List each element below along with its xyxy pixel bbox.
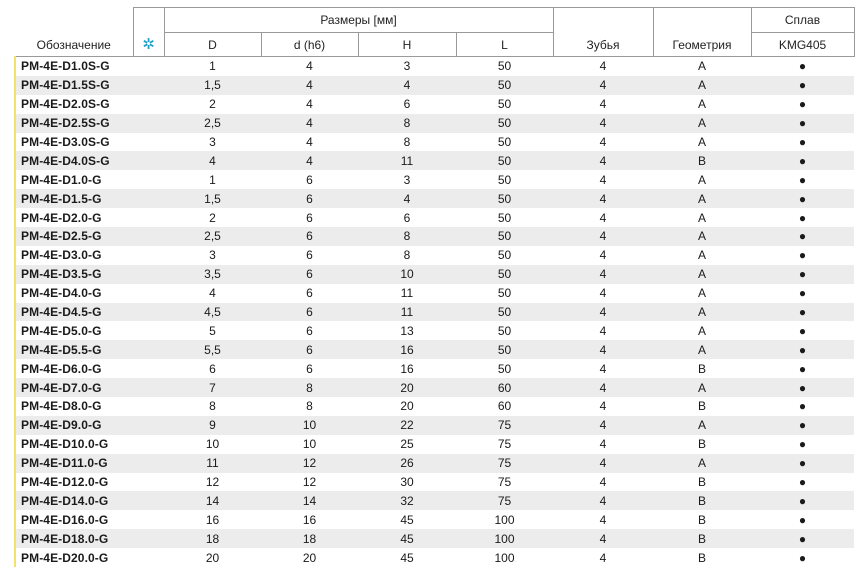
cell-d: 6 [306,361,313,376]
cell-geo: B [697,512,706,527]
cell-d: 10 [302,437,317,452]
cell-alloy: ● [798,248,807,263]
cell-icon-blank [133,510,164,529]
cell-geo: A [697,248,706,263]
cell-D: 18 [164,529,261,548]
cell-alloy: ● [751,340,854,359]
table-row [15,529,854,548]
cell-icon-blank [133,133,164,152]
cell-L: 50 [497,361,512,376]
table-row [15,76,854,95]
cell-z: 4 [599,97,607,112]
cell-H: 11 [358,151,456,170]
cell-designation: PM-4E-D3.0-G [15,246,133,265]
cell-alloy: ● [798,323,807,338]
table-row [15,378,854,397]
cell-d: 16 [302,512,317,527]
cell-icon-blank [133,170,164,189]
cell-d: 8 [261,378,358,397]
cell-H: 45 [400,550,414,565]
cell-H: 16 [358,340,456,359]
cell-D: 4,5 [164,303,261,322]
cell-d: 4 [261,114,358,133]
table-row [15,133,854,152]
cell-alloy: ● [798,361,807,376]
cell-D: 3,5 [164,265,261,284]
cell-D: 1 [209,172,216,187]
cell-alloy: ● [751,189,854,208]
cell-H: 32 [358,491,456,510]
cell-D: 1 [209,59,216,74]
cell-L: 75 [497,475,512,490]
cell-H: 4 [358,189,456,208]
cell-z: 4 [553,454,653,473]
cell-D: 1,5 [164,76,261,95]
table-row [15,473,854,492]
cell-d: 14 [261,491,358,510]
cell-d: 6 [306,248,313,263]
cell-d: 6 [306,210,313,225]
cell-icon-blank [133,416,164,435]
cell-z: 4 [553,151,653,170]
cell-alloy: ● [798,512,807,527]
cell-L: 75 [456,454,553,473]
header-designation: Обозначение [15,8,133,57]
table-row [15,265,854,284]
cell-L: 75 [456,491,553,510]
cell-designation: PM-4E-D8.0-G [15,397,133,416]
cell-z: 4 [599,286,607,301]
cell-z: 4 [599,475,607,490]
cell-H: 16 [400,361,414,376]
cell-H: 45 [358,529,456,548]
cell-D: 20 [205,550,220,565]
cell-z: 4 [599,59,607,74]
cell-D: 14 [164,491,261,510]
cell-H: 6 [403,210,411,225]
cell-z: 4 [599,437,607,452]
cell-geo: B [697,399,706,414]
cell-geo: A [653,416,751,435]
cell-z: 4 [599,399,607,414]
cell-designation: PM-4E-D1.5S-G [15,76,133,95]
cell-alloy: ● [751,529,854,548]
cell-D: 5,5 [164,340,261,359]
table-row [15,454,854,473]
cell-d: 4 [306,135,313,149]
cell-designation: PM-4E-D5.5-G [15,340,133,359]
cell-alloy: ● [798,550,807,565]
cell-designation: PM-4E-D5.0-G [15,321,133,340]
cell-icon-blank [133,378,164,397]
cell-z: 4 [553,303,653,322]
table-row [15,321,854,340]
cell-geo: A [653,378,751,397]
cell-alloy: ● [798,59,807,74]
cell-L: 75 [456,416,553,435]
cell-z: 4 [553,416,653,435]
cell-L: 50 [456,76,553,95]
table-row [15,359,854,378]
cell-alloy: ● [798,399,807,414]
cell-geo: A [653,76,751,95]
cell-alloy: ● [751,265,854,284]
cell-D: 10 [205,437,220,452]
cell-L: 60 [456,378,553,397]
cell-H: 8 [358,227,456,246]
cell-geo: A [653,340,751,359]
snowflake-icon: ✲ [133,8,164,57]
cell-geo: B [653,491,751,510]
cell-designation: PM-4E-D2.5-G [15,227,133,246]
cell-d: 6 [306,286,313,301]
table-row [15,170,854,189]
cell-icon-blank [133,359,164,378]
cell-L: 50 [497,248,512,263]
spec-table-container [14,7,853,567]
cell-icon-blank [133,340,164,359]
cell-designation: PM-4E-D4.5-G [15,303,133,322]
cell-d: 6 [261,340,358,359]
cell-alloy: ● [751,416,854,435]
cell-D: 16 [205,512,220,527]
cell-alloy: ● [798,97,807,112]
cell-L: 50 [497,323,512,338]
cell-D: 7 [164,378,261,397]
cell-z: 4 [553,114,653,133]
cell-alloy: ● [751,151,854,170]
cell-H: 8 [403,248,411,263]
cell-icon-blank [133,303,164,322]
header-alloy: KMG405 [751,33,854,57]
table-row [15,397,854,416]
cell-D: 2 [209,97,216,112]
cell-geo: A [697,135,706,149]
cell-H: 3 [403,59,411,74]
cell-designation: PM-4E-D3.0S-G [15,133,133,152]
cell-icon-blank [133,208,164,227]
cell-z: 4 [599,361,607,376]
cell-d: 8 [306,399,313,414]
cell-L: 50 [497,210,512,225]
cell-D: 4 [164,151,261,170]
cell-d: 10 [261,416,358,435]
cell-H: 22 [358,416,456,435]
cell-icon-blank [133,227,164,246]
cell-D: 4 [209,286,216,301]
cell-designation: PM-4E-D18.0-G [15,529,133,548]
cell-L: 75 [497,437,512,452]
cell-geo: A [653,227,751,246]
table-row [15,435,854,454]
cell-designation: PM-4E-D7.0-G [15,378,133,397]
cell-D: 8 [209,399,216,414]
cell-alloy: ● [751,76,854,95]
table-row [15,510,854,529]
cell-D: 3 [209,135,216,149]
cell-L: 50 [497,135,512,149]
cell-geo: A [697,59,706,74]
cell-D: 11 [164,454,261,473]
cell-L: 50 [497,286,512,301]
table-row [15,246,854,265]
cell-H: 45 [400,512,414,527]
cell-icon-blank [133,321,164,340]
cell-z: 4 [599,512,607,527]
cell-d: 4 [261,76,358,95]
cell-L: 50 [456,189,553,208]
cell-icon-blank [133,151,164,170]
cell-alloy: ● [798,437,807,452]
table-row [15,189,854,208]
cell-icon-blank [133,284,164,303]
header-H: H [358,33,456,57]
table-row [15,208,854,227]
cell-icon-blank [133,246,164,265]
table-row [15,284,854,303]
cell-H: 30 [400,475,414,490]
cell-d: 4 [261,151,358,170]
cell-icon-blank [133,189,164,208]
cell-geo: A [697,172,706,187]
cell-H: 11 [400,286,414,301]
cell-icon-blank [133,435,164,454]
spec-table [14,7,855,567]
cell-z: 4 [553,189,653,208]
table-row [15,548,854,567]
cell-alloy: ● [798,172,807,187]
table-row [15,491,854,510]
cell-H: 25 [400,437,414,452]
cell-designation: PM-4E-D11.0-G [15,454,133,473]
cell-L: 100 [456,529,553,548]
cell-icon-blank [133,397,164,416]
cell-d: 6 [306,172,313,187]
cell-designation: PM-4E-D4.0S-G [15,151,133,170]
cell-geo: B [697,550,706,565]
table-row [15,114,854,133]
cell-geo: A [653,454,751,473]
cell-H: 26 [358,454,456,473]
cell-L: 50 [456,227,553,246]
cell-geo: B [653,529,751,548]
cell-D: 2,5 [164,114,261,133]
cell-L: 50 [497,59,512,74]
cell-alloy: ● [751,491,854,510]
cell-geo: A [697,97,706,112]
cell-z: 4 [553,491,653,510]
cell-geo: A [697,286,706,301]
header-alloy-group: Сплав [751,8,854,33]
cell-L: 100 [494,550,515,565]
cell-L: 50 [456,303,553,322]
cell-d: 18 [261,529,358,548]
cell-H: 8 [403,135,411,149]
cell-H: 13 [400,323,414,338]
cell-geo: B [697,437,706,452]
cell-icon-blank [133,529,164,548]
cell-icon-blank [133,473,164,492]
cell-geo: A [697,323,706,338]
cell-geo: B [653,151,751,170]
cell-designation: PM-4E-D2.5S-G [15,114,133,133]
cell-L: 50 [497,97,512,112]
cell-designation: PM-4E-D12.0-G [15,473,133,492]
cell-designation: PM-4E-D10.0-G [15,435,133,454]
cell-z: 4 [599,550,607,565]
cell-z: 4 [599,135,607,149]
cell-alloy: ● [751,303,854,322]
cell-designation: PM-4E-D2.0-G [15,208,133,227]
cell-geo: B [697,475,706,490]
cell-icon-blank [133,265,164,284]
table-body [15,57,854,568]
cell-alloy: ● [751,454,854,473]
cell-geo: A [653,265,751,284]
cell-icon-blank [133,491,164,510]
cell-H: 10 [358,265,456,284]
cell-L: 50 [497,172,512,187]
cell-geo: A [653,303,751,322]
cell-H: 3 [403,172,411,187]
header-dimensions-group: Размеры [мм] [164,8,553,33]
cell-d: 12 [302,475,317,490]
cell-H: 4 [358,76,456,95]
cell-alloy: ● [798,475,807,490]
cell-alloy: ● [751,114,854,133]
header-teeth: Зубья [553,8,653,57]
cell-alloy: ● [798,135,807,149]
cell-z: 4 [553,227,653,246]
cell-H: 6 [403,97,411,112]
cell-designation: PM-4E-D3.5-G [15,265,133,284]
cell-d: 6 [261,227,358,246]
cell-z: 4 [599,172,607,187]
cell-z: 4 [553,76,653,95]
cell-d: 6 [261,265,358,284]
cell-alloy: ● [751,227,854,246]
cell-H: 11 [358,303,456,322]
cell-icon-blank [133,76,164,95]
cell-H: 8 [358,114,456,133]
cell-D: 6 [209,361,216,376]
cell-designation: PM-4E-D20.0-G [15,548,133,567]
cell-designation: PM-4E-D9.0-G [15,416,133,435]
cell-geo: A [653,189,751,208]
cell-geo: B [697,361,706,376]
cell-designation: PM-4E-D1.0-G [15,170,133,189]
cell-D: 3 [209,248,216,263]
cell-D: 12 [205,475,220,490]
cell-L: 60 [497,399,512,414]
cell-icon-blank [133,114,164,133]
cell-D: 2,5 [164,227,261,246]
cell-designation: PM-4E-D1.0S-G [15,57,133,76]
table-row [15,57,854,76]
cell-alloy: ● [798,210,807,225]
table-row [15,303,854,322]
cell-D: 2 [209,210,216,225]
cell-geo: A [653,114,751,133]
cell-d: 6 [261,189,358,208]
cell-L: 50 [456,340,553,359]
header-D: D [164,33,261,57]
cell-z: 4 [553,378,653,397]
header-L: L [456,33,553,57]
cell-z: 4 [553,265,653,284]
cell-designation: PM-4E-D4.0-G [15,284,133,303]
cell-designation: PM-4E-D16.0-G [15,510,133,529]
cell-d: 6 [261,303,358,322]
header-geometry: Геометрия [653,8,751,57]
cell-icon-blank [133,95,164,114]
cell-alloy: ● [798,286,807,301]
cell-icon-blank [133,454,164,473]
cell-d: 6 [306,323,313,338]
cell-alloy: ● [751,378,854,397]
table-row [15,416,854,435]
table-row [15,151,854,170]
cell-H: 20 [400,399,414,414]
cell-L: 50 [456,265,553,284]
cell-D: 1,5 [164,189,261,208]
cell-icon-blank [133,548,164,567]
cell-D: 5 [209,323,216,338]
header-d: d (h6) [261,33,358,57]
cell-designation: PM-4E-D14.0-G [15,491,133,510]
cell-d: 20 [302,550,317,565]
cell-d: 4 [306,59,313,74]
cell-designation: PM-4E-D1.5-G [15,189,133,208]
cell-L: 50 [456,114,553,133]
cell-d: 12 [261,454,358,473]
table-row [15,95,854,114]
cell-geo: A [697,210,706,225]
cell-d: 4 [306,97,313,112]
table-row [15,340,854,359]
cell-designation: PM-4E-D6.0-G [15,359,133,378]
cell-icon-blank [133,57,164,76]
cell-z: 4 [553,529,653,548]
cell-z: 4 [599,210,607,225]
cell-D: 9 [164,416,261,435]
cell-z: 4 [553,340,653,359]
cell-L: 50 [456,151,553,170]
table-row [15,227,854,246]
cell-z: 4 [599,248,607,263]
cell-L: 100 [494,512,515,527]
cell-designation: PM-4E-D2.0S-G [15,95,133,114]
cell-H: 20 [358,378,456,397]
cell-z: 4 [599,323,607,338]
